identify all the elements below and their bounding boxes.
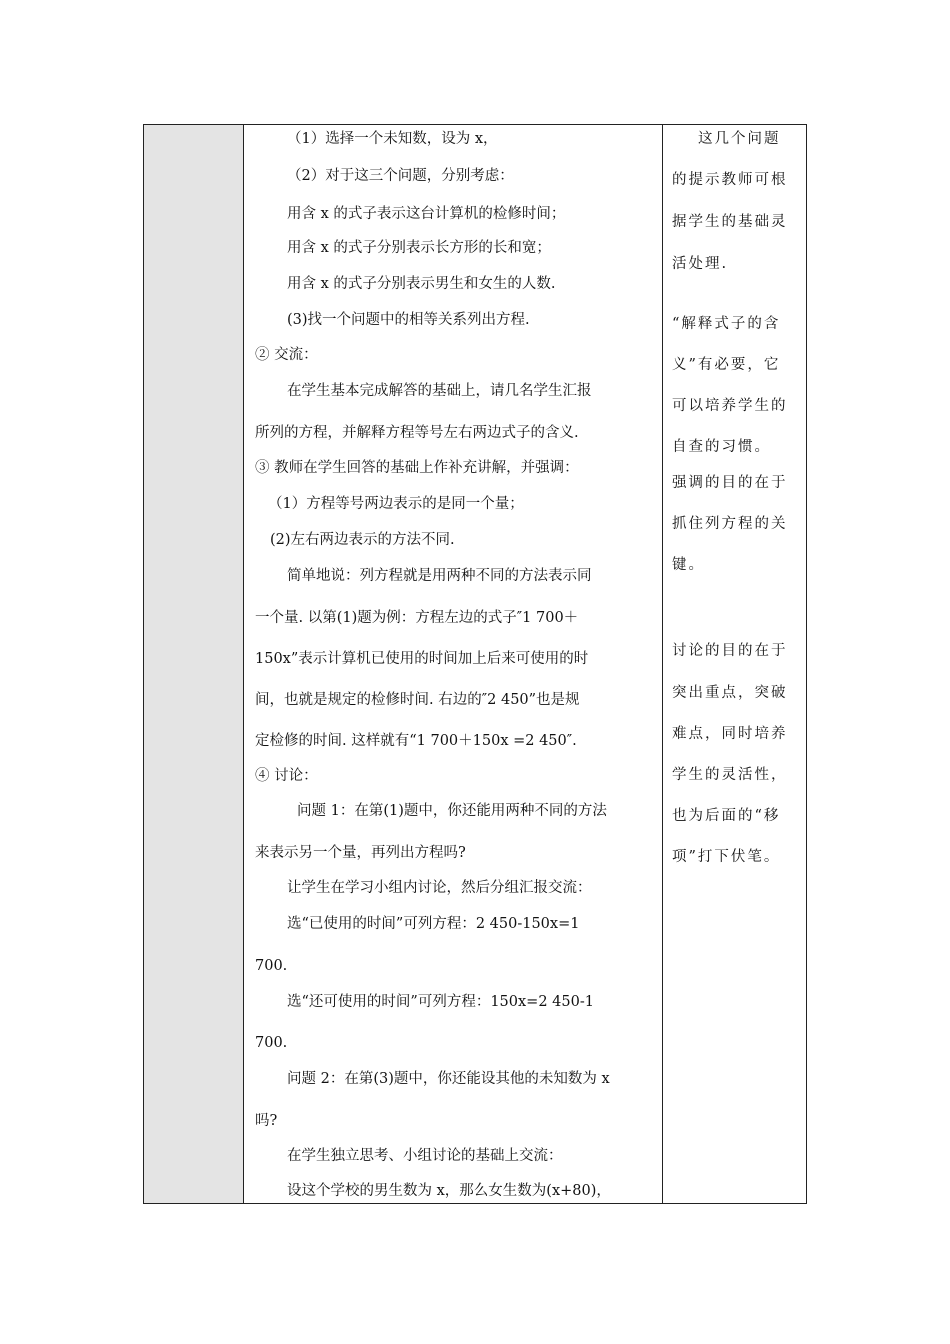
note-line: 讨论的目的在于 bbox=[672, 643, 788, 659]
main-line: 所列的方程，并解释方程等号左右两边式子的含义. bbox=[255, 425, 579, 441]
table-left-column bbox=[144, 125, 244, 1203]
main-line: ③ 教师在学生回答的基础上作补充讲解，并强调： bbox=[255, 460, 579, 476]
main-line: 吗? bbox=[255, 1113, 278, 1129]
main-line: 让学生在学习小组内讨论，然后分组汇报交流： bbox=[287, 880, 592, 896]
main-line: 选“已使用的时间”可列方程：2 450-150x=1 bbox=[287, 916, 580, 932]
main-line: 在学生基本完成解答的基础上，请几名学生汇报 bbox=[287, 383, 592, 399]
main-line: ④ 讨论： bbox=[255, 768, 318, 784]
lesson-table bbox=[143, 124, 807, 1204]
note-line: 学生的灵活性， bbox=[672, 767, 788, 783]
note-line: 也为后面的“移 bbox=[672, 808, 781, 824]
note-line: 的提示教师可根 bbox=[672, 172, 788, 188]
note-line: 项”打下伏笔。 bbox=[672, 849, 781, 865]
main-line: 用含 x 的式子分别表示长方形的长和宽； bbox=[287, 240, 551, 256]
note-line: 义”有必要，它 bbox=[672, 357, 781, 373]
main-line: （1）方程等号两边表示的是同一个量； bbox=[268, 496, 524, 512]
main-line: ② 交流： bbox=[255, 347, 318, 363]
main-line: 用含 x 的式子分别表示男生和女生的人数. bbox=[287, 276, 556, 292]
note-line: 强调的目的在于 bbox=[672, 475, 788, 491]
note-line: “解释式子的含 bbox=[672, 316, 781, 332]
main-line: 一个量. 以第(1)题为例：方程左边的式子″1 700＋ bbox=[255, 610, 579, 626]
main-line: 问题 1：在第(1)题中，你还能用两种不同的方法 bbox=[297, 803, 607, 819]
main-line: 定检修的时间. 这样就有“1 700＋150x =2 450″. bbox=[255, 733, 577, 749]
main-line: 在学生独立思考、小组讨论的基础上交流： bbox=[287, 1148, 563, 1164]
note-line: 键。 bbox=[672, 557, 705, 573]
note-line: 自查的习惯。 bbox=[672, 439, 771, 455]
note-line: 可以培养学生的 bbox=[672, 398, 788, 414]
note-line: 抓住列方程的关 bbox=[672, 516, 788, 532]
main-line: 间，也就是规定的检修时间. 右边的″2 450”也是规 bbox=[255, 692, 580, 708]
main-line: 700. bbox=[255, 958, 288, 974]
main-line: (2)左右两边表示的方法不同. bbox=[270, 532, 455, 548]
note-line: 这几个问题 bbox=[698, 131, 781, 147]
main-line: 选“还可使用的时间”可列方程：150x=2 450-1 bbox=[287, 994, 594, 1010]
main-line: 来表示另一个量，再列出方程吗? bbox=[255, 845, 466, 861]
note-line: 难点，同时培养 bbox=[672, 726, 788, 742]
main-line: (3)找一个问题中的相等关系列出方程. bbox=[287, 312, 530, 328]
main-line: （1）选择一个未知数，设为 x， bbox=[287, 131, 498, 147]
main-line: （2）对于这三个问题，分别考虑： bbox=[287, 168, 514, 184]
table-main-column bbox=[244, 125, 663, 1203]
note-line: 据学生的基础灵 bbox=[672, 214, 788, 230]
main-line: 简单地说：列方程就是用两种不同的方法表示同 bbox=[287, 568, 592, 584]
note-line: 突出重点，突破 bbox=[672, 685, 788, 701]
main-line: 问题 2：在第(3)题中，你还能设其他的未知数为 x bbox=[287, 1071, 610, 1087]
main-line: 设这个学校的男生数为 x，那么女生数为(x+80)， bbox=[287, 1183, 611, 1199]
main-line: 用含 x 的式子表示这台计算机的检修时间； bbox=[287, 206, 566, 222]
main-line: 700. bbox=[255, 1035, 288, 1051]
main-line: 150x”表示计算机已使用的时间加上后来可使用的时 bbox=[255, 651, 589, 667]
table-notes-column bbox=[663, 125, 806, 1203]
note-line: 活处理. bbox=[672, 256, 729, 272]
